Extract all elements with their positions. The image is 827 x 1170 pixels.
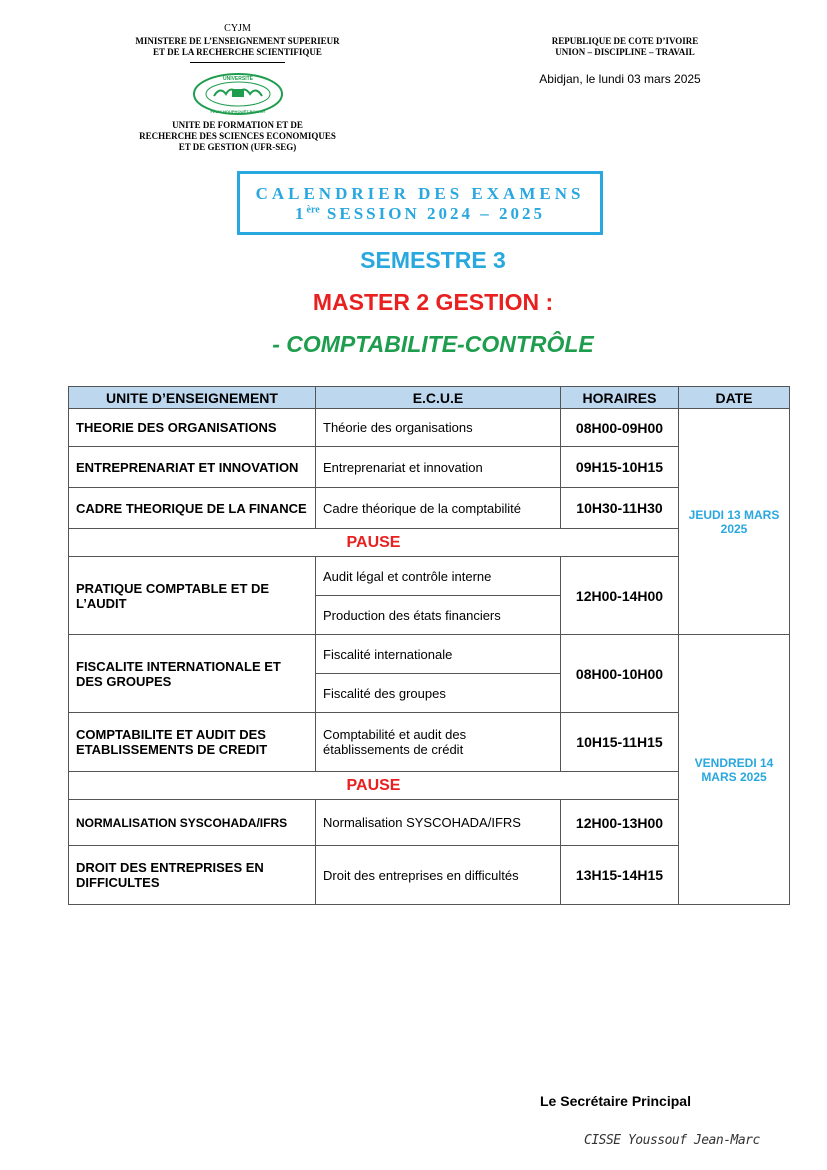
ecue-cell: Entreprenariat et innovation bbox=[316, 447, 561, 488]
signatory-name: CISSE Youssouf Jean-Marc bbox=[584, 1133, 760, 1148]
university-logo-icon bbox=[192, 72, 284, 116]
session-rest: SESSION 2024 – 2025 bbox=[319, 204, 545, 223]
country-block bbox=[510, 36, 740, 58]
ue-cell: FISCALITE INTERNATIONALE ET DES GROUPES bbox=[69, 635, 316, 713]
ecue-cell: Fiscalité internationale bbox=[316, 635, 561, 674]
horaire-cell: 08H00-09H00 bbox=[561, 409, 679, 447]
title-box bbox=[237, 171, 603, 235]
horaire-cell: 10H15-11H15 bbox=[561, 713, 679, 772]
ufr-name bbox=[100, 120, 375, 153]
header-ecue: E.C.U.E bbox=[316, 387, 561, 409]
exam-schedule-table bbox=[68, 386, 790, 905]
country-name: REPUBLIQUE DE COTE D’IVOIRE bbox=[551, 36, 699, 46]
signatory-title: Le Secrétaire Principal bbox=[540, 1093, 691, 1109]
ecue-cell: Cadre théorique de la comptabilité bbox=[316, 488, 561, 529]
ecue-cell: Comptabilité et audit des établissements de crédit bbox=[316, 713, 561, 772]
pause-label: PAUSE bbox=[69, 772, 679, 800]
horaire-cell: 12H00-14H00 bbox=[561, 557, 679, 635]
logo-top-text: UNIVERSITE bbox=[222, 76, 254, 82]
date-cell-day2: VENDREDI 14 MARS 2025 bbox=[679, 635, 790, 905]
horaire-cell: 10H30-11H30 bbox=[561, 488, 679, 529]
ministry-line1: MINISTERE DE L’ENSEIGNEMENT SUPERIEUR bbox=[135, 36, 340, 46]
ecue-cell: Audit légal et contrôle interne bbox=[316, 557, 561, 596]
ue-cell: PRATIQUE COMPTABLE ET DE L’AUDIT bbox=[69, 557, 316, 635]
program-heading: MASTER 2 GESTION : bbox=[312, 289, 554, 315]
table-row bbox=[69, 409, 790, 447]
ministry-line2: ET DE LA RECHERCHE SCIENTIFIQUE bbox=[153, 47, 322, 57]
session-number: 1 bbox=[295, 204, 307, 223]
ecue-cell: Normalisation SYSCOHADA/IFRS bbox=[316, 800, 561, 846]
ue-cell: COMPTABILITE ET AUDIT DES ETABLISSEMENTS DE CREDIT bbox=[69, 713, 316, 772]
table-row bbox=[69, 635, 790, 674]
header-ue: UNITE D’ENSEIGNEMENT bbox=[69, 387, 316, 409]
ecue-cell: Production des états financiers bbox=[316, 596, 561, 635]
session-sup: ère bbox=[306, 204, 320, 216]
national-motto: UNION – DISCIPLINE – TRAVAIL bbox=[555, 47, 695, 57]
header-divider bbox=[190, 62, 285, 63]
ue-cell: NORMALISATION SYSCOHADA/IFRS bbox=[69, 800, 316, 846]
ecue-cell: Fiscalité des groupes bbox=[316, 674, 561, 713]
logo-bottom-text: FÉLIX HOUPHOUËT-BOIGNY bbox=[210, 109, 266, 114]
ue-cell: ENTREPRENARIAT ET INNOVATION bbox=[69, 447, 316, 488]
ufr-line2: RECHERCHE DES SCIENCES ECONOMIQUES bbox=[139, 131, 336, 141]
track-heading: - COMPTABILITE-CONTRÔLE bbox=[272, 331, 594, 357]
horaire-cell: 08H00-10H00 bbox=[561, 635, 679, 713]
ufr-line3: ET DE GESTION (UFR-SEG) bbox=[178, 142, 297, 152]
ue-cell: THEORIE DES ORGANISATIONS bbox=[69, 409, 316, 447]
semester-heading: SEMESTRE 3 bbox=[360, 247, 506, 273]
title-line1: CALENDRIER DES EXAMENS bbox=[255, 184, 585, 203]
ecue-cell: Théorie des organisations bbox=[316, 409, 561, 447]
ue-cell: DROIT DES ENTREPRISES EN DIFFICULTES bbox=[69, 846, 316, 905]
ue-cell: CADRE THEORIQUE DE LA FINANCE bbox=[69, 488, 316, 529]
org-code: CYJM bbox=[224, 23, 251, 34]
place-date: Abidjan, le lundi 03 mars 2025 bbox=[539, 72, 701, 86]
header-date: DATE bbox=[679, 387, 790, 409]
header-horaires: HORAIRES bbox=[561, 387, 679, 409]
horaire-cell: 13H15-14H15 bbox=[561, 846, 679, 905]
horaire-cell: 12H00-13H00 bbox=[561, 800, 679, 846]
table-header-row bbox=[69, 387, 790, 409]
ministry-name bbox=[100, 36, 375, 58]
session-title bbox=[240, 204, 600, 224]
horaire-cell: 09H15-10H15 bbox=[561, 447, 679, 488]
date-cell-day1: JEUDI 13 MARS 2025 bbox=[679, 409, 790, 635]
pause-label: PAUSE bbox=[69, 529, 679, 557]
ecue-cell: Droit des entreprises en difficultés bbox=[316, 846, 561, 905]
ufr-line1: UNITE DE FORMATION ET DE bbox=[172, 120, 303, 130]
